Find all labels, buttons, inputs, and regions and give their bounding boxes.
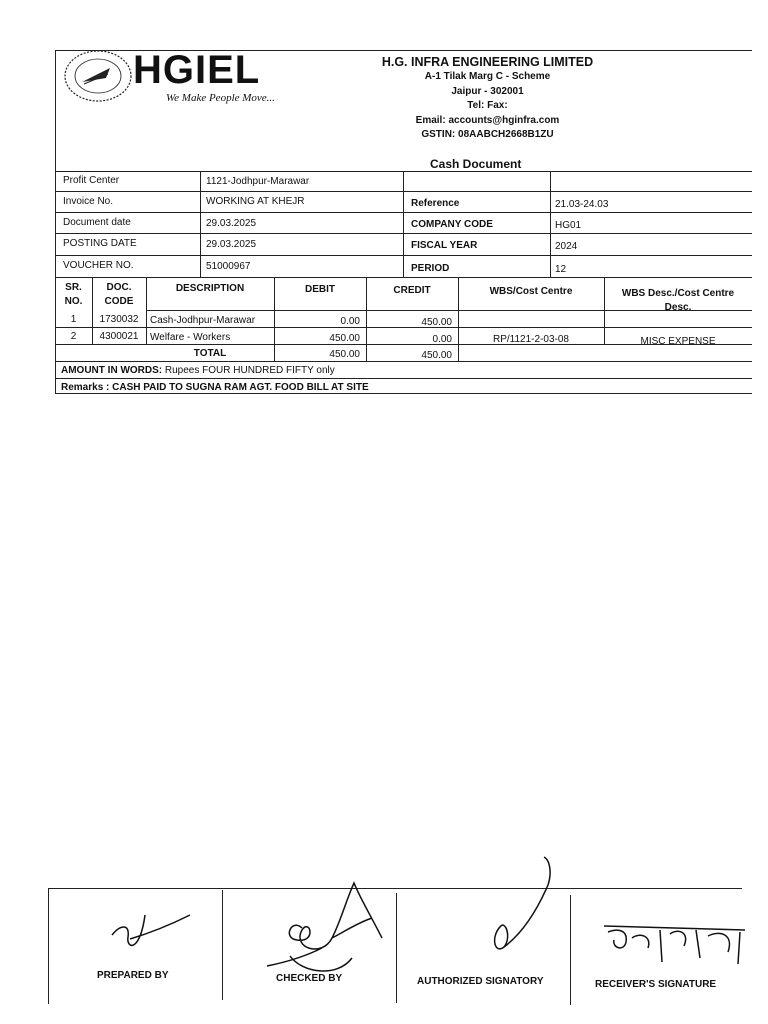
amount-in-words bbox=[61, 365, 335, 376]
row2-sr: 2 bbox=[70, 331, 77, 342]
invoice-value: WORKING AT KHEJR bbox=[206, 196, 305, 207]
company-tel: Tel: Fax: bbox=[467, 100, 508, 111]
col-header-debit: DEBIT bbox=[305, 284, 335, 295]
fiscal-year-value: 2024 bbox=[555, 241, 578, 252]
row1-description: Cash-Jodhpur-Marawar bbox=[150, 315, 256, 326]
checked-by-label: CHECKED BY bbox=[276, 973, 343, 984]
company-address-line1: A-1 Tilak Marg C - Scheme bbox=[424, 71, 551, 82]
amount-in-words-label: AMOUNT IN WORDS: bbox=[61, 365, 163, 376]
authorized-signatory-label: AUTHORIZED SIGNATORY bbox=[417, 976, 544, 987]
row1-sr: 1 bbox=[70, 314, 77, 325]
reference-label: Reference bbox=[411, 198, 460, 209]
total-debit: 450.00 bbox=[329, 349, 360, 360]
prepared-by-label: PREPARED BY bbox=[97, 970, 169, 981]
posting-date-value: 29.03.2025 bbox=[206, 239, 257, 250]
grid-line bbox=[200, 171, 201, 277]
company-name: H.G. INFRA ENGINEERING LIMITED bbox=[381, 55, 594, 69]
grid-line bbox=[55, 378, 752, 379]
amount-in-words-value: Rupees FOUR HUNDRED FIFTY only bbox=[164, 365, 335, 376]
col-header-wbs-desc: WBS Desc./Cost Centre bbox=[621, 288, 735, 299]
invoice-label: Invoice No. bbox=[63, 196, 114, 207]
col-header-credit: CREDIT bbox=[393, 285, 431, 296]
document-date-label: Document date bbox=[63, 217, 131, 228]
grid-line bbox=[550, 171, 551, 277]
period-value: 12 bbox=[555, 264, 567, 275]
col-header-wbs-desc-2: Desc. bbox=[664, 302, 692, 313]
remarks: Remarks : CASH PAID TO SUGNA RAM AGT. FOOD BILL AT SITE bbox=[61, 382, 369, 393]
total-credit: 450.00 bbox=[421, 350, 452, 361]
grid-line bbox=[403, 171, 404, 277]
checked-by-signature bbox=[262, 878, 397, 988]
document-title: Cash Document bbox=[430, 157, 522, 171]
company-logo-text: HGIEL bbox=[133, 48, 261, 92]
receivers-signature bbox=[600, 918, 750, 970]
col-header-wbs: WBS/Cost Centre bbox=[489, 286, 573, 297]
document-date-value: 29.03.2025 bbox=[206, 218, 257, 229]
company-tagline: We Make People Move... bbox=[166, 92, 275, 104]
col-header-doc-code: CODE bbox=[104, 296, 134, 307]
company-gstin: GSTIN: 08AABCH2668B1ZU bbox=[421, 129, 554, 140]
row1-debit: 0.00 bbox=[340, 316, 360, 327]
row2-description: Welfare - Workers bbox=[150, 332, 231, 343]
col-header-sr-no: NO. bbox=[64, 296, 83, 307]
col-header-description: DESCRIPTION bbox=[175, 283, 245, 294]
reference-value: 21.03-24.03 bbox=[555, 199, 609, 210]
authorized-signatory-signature bbox=[480, 855, 560, 955]
posting-date-label: POSTING DATE bbox=[63, 238, 137, 249]
profit-center-value: 1121-Jodhpur-Marawar bbox=[206, 176, 310, 187]
row2-code: 4300021 bbox=[99, 331, 139, 342]
row2-wbs: RP/1121-2-03-08 bbox=[493, 334, 569, 345]
company-email: Email: accounts@hginfra.com bbox=[415, 114, 560, 126]
receivers-signature-label: RECEIVER'S SIGNATURE bbox=[595, 979, 717, 990]
company-seal-icon bbox=[62, 48, 134, 104]
grid-line bbox=[55, 277, 752, 278]
period-label: PERIOD bbox=[411, 263, 450, 274]
voucher-label: VOUCHER NO. bbox=[63, 260, 134, 271]
company-code-label: COMPANY CODE bbox=[411, 219, 493, 230]
voucher-value: 51000967 bbox=[206, 261, 251, 272]
row1-credit: 450.00 bbox=[421, 317, 452, 328]
company-code-value: HG01 bbox=[555, 220, 582, 231]
grid-line bbox=[222, 890, 223, 1000]
row2-credit: 0.00 bbox=[432, 334, 452, 345]
signature-box-left bbox=[48, 888, 49, 1004]
grid-line bbox=[55, 393, 752, 394]
row1-code: 1730032 bbox=[99, 314, 139, 325]
prepared-by-signature bbox=[100, 905, 200, 965]
fiscal-year-label: FISCAL YEAR bbox=[411, 240, 478, 251]
row2-debit: 450.00 bbox=[329, 333, 360, 344]
col-header-doc: DOC. bbox=[106, 282, 132, 293]
total-label: TOTAL bbox=[193, 348, 227, 359]
company-address-line2: Jaipur - 302001 bbox=[451, 85, 524, 97]
row2-wbs-desc: MISC EXPENSE bbox=[640, 336, 716, 347]
profit-center-label: Profit Center bbox=[63, 175, 120, 186]
col-header-sr: SR. bbox=[65, 282, 82, 293]
company-address-block bbox=[355, 54, 620, 143]
grid-line bbox=[570, 895, 571, 1005]
grid-line bbox=[55, 361, 752, 362]
